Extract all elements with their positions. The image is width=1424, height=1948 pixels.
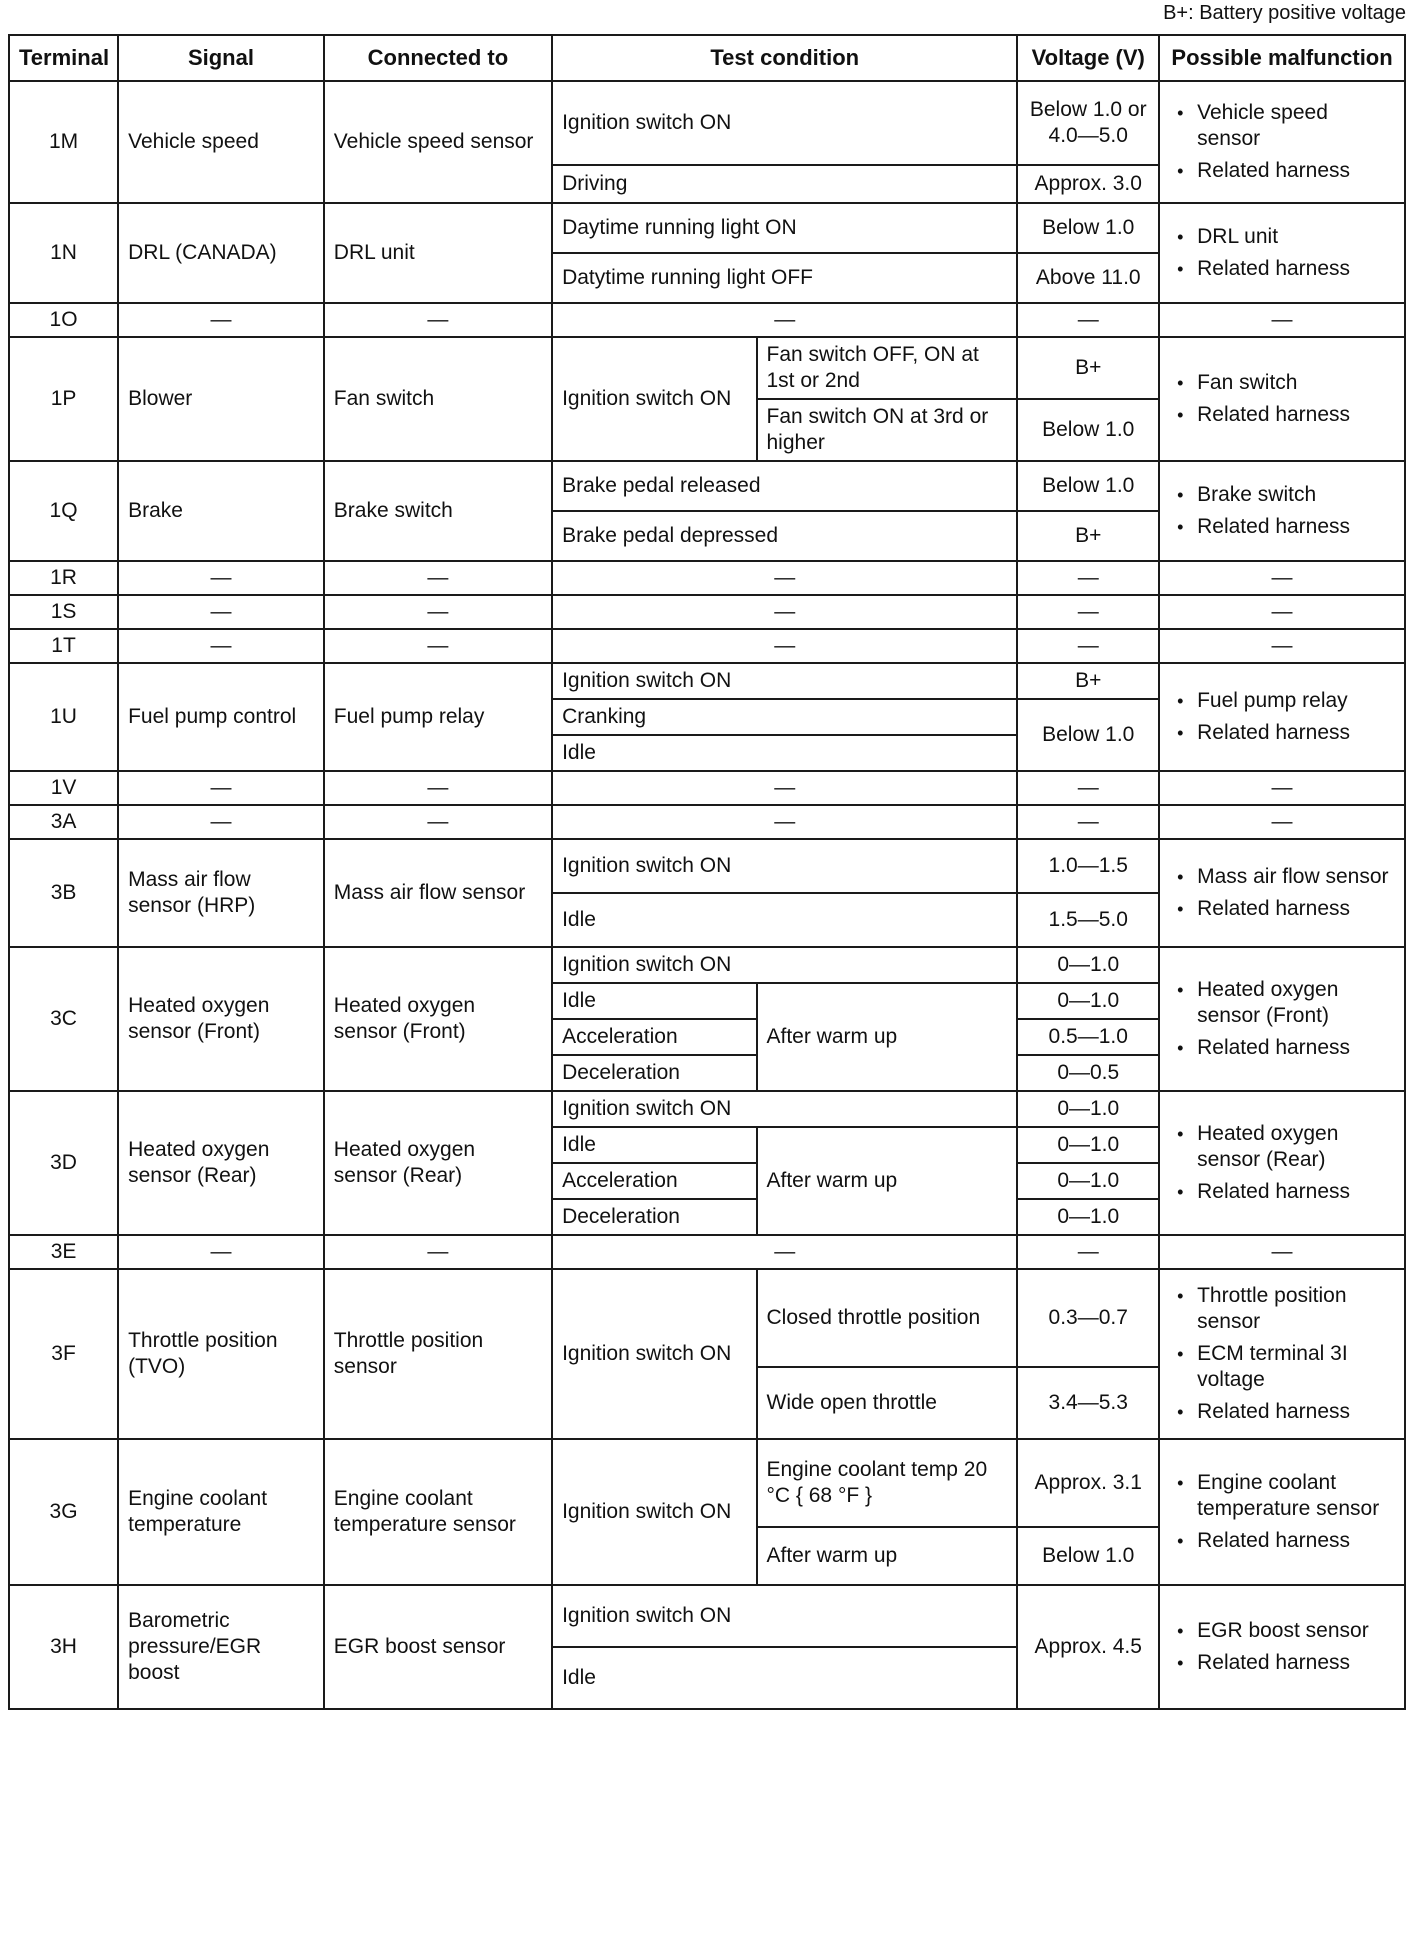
terminal-cell: 1M: [9, 81, 118, 203]
dash-cell: —: [118, 805, 324, 839]
sub-condition-cell: Wide open throttle: [757, 1367, 1018, 1439]
test-condition-cell: Ignition switch ON: [552, 663, 1017, 699]
dash-cell: —: [1159, 629, 1405, 663]
connected-to-cell: Fuel pump relay: [324, 663, 552, 771]
connected-to-cell: Heated oxygen sensor (Front): [324, 947, 552, 1091]
table-row: [9, 303, 1405, 337]
dash-cell: —: [552, 1235, 1017, 1269]
table-row: [9, 1585, 1405, 1647]
table-row: [9, 1235, 1405, 1269]
header-test-condition: Test condition: [552, 35, 1017, 81]
malfunction-item: • Related harness: [1169, 1179, 1395, 1205]
malfunction-item: • DRL unit: [1169, 224, 1395, 250]
dash-cell: —: [1017, 771, 1159, 805]
connected-to-cell: Mass air flow sensor: [324, 839, 552, 947]
malfunction-item: • Related harness: [1169, 158, 1395, 184]
voltage-cell: Above 11.0: [1017, 253, 1159, 303]
dash-cell: —: [118, 595, 324, 629]
table-row: [9, 461, 1405, 511]
malfunction-cell: [1159, 1439, 1405, 1585]
dash-cell: —: [1159, 595, 1405, 629]
dash-cell: —: [118, 303, 324, 337]
header-possible-malfunction: Possible malfunction: [1159, 35, 1405, 81]
sub-condition-cell: Engine coolant temp 20 °C { 68 °F }: [757, 1439, 1018, 1527]
dash-cell: —: [552, 805, 1017, 839]
signal-cell: DRL (CANADA): [118, 203, 324, 303]
connected-to-cell: EGR boost sensor: [324, 1585, 552, 1709]
signal-cell: Heated oxygen sensor (Front): [118, 947, 324, 1091]
test-condition-cell: Acceleration: [552, 1163, 756, 1199]
terminal-cell: 1T: [9, 629, 118, 663]
signal-cell: Throttle position (TVO): [118, 1269, 324, 1439]
terminal-cell: 1P: [9, 337, 118, 461]
malfunction-item: • Related harness: [1169, 720, 1395, 746]
table-row: [9, 629, 1405, 663]
malfunction-item: • Related harness: [1169, 1650, 1395, 1676]
table-row: [9, 663, 1405, 699]
table-row: [9, 1269, 1405, 1367]
malfunction-item: • EGR boost sensor: [1169, 1618, 1395, 1644]
table-row: [9, 805, 1405, 839]
terminal-cell: 1S: [9, 595, 118, 629]
test-condition-cell: Acceleration: [552, 1019, 756, 1055]
signal-cell: Heated oxygen sensor (Rear): [118, 1091, 324, 1235]
test-condition-cell: Ignition switch ON: [552, 1439, 756, 1585]
header-terminal: Terminal: [9, 35, 118, 81]
dash-cell: —: [552, 303, 1017, 337]
malfunction-cell: [1159, 461, 1405, 561]
malfunction-item: • Related harness: [1169, 256, 1395, 282]
malfunction-cell: [1159, 1091, 1405, 1235]
dash-cell: —: [324, 303, 552, 337]
voltage-cell: Approx. 3.0: [1017, 165, 1159, 203]
header-row: [9, 35, 1405, 81]
dash-cell: —: [552, 595, 1017, 629]
malfunction-cell: [1159, 839, 1405, 947]
voltage-cell: 3.4—5.3: [1017, 1367, 1159, 1439]
malfunction-cell: [1159, 203, 1405, 303]
voltage-cell: 0—1.0: [1017, 947, 1159, 983]
terminal-cell: 1Q: [9, 461, 118, 561]
voltage-cell: 1.5—5.0: [1017, 893, 1159, 947]
test-condition-cell: Daytime running light ON: [552, 203, 1017, 253]
dash-cell: —: [1017, 805, 1159, 839]
table-row: [9, 81, 1405, 165]
dash-cell: —: [1159, 805, 1405, 839]
voltage-cell: Approx. 3.1: [1017, 1439, 1159, 1527]
test-condition-cell: Brake pedal depressed: [552, 511, 1017, 561]
terminal-cell: 3H: [9, 1585, 118, 1709]
sub-condition-cell: After warm up: [757, 983, 1018, 1091]
sub-condition-cell: Fan switch ON at 3rd or higher: [757, 399, 1018, 461]
test-condition-cell: Datytime running light OFF: [552, 253, 1017, 303]
voltage-cell: 0—1.0: [1017, 983, 1159, 1019]
voltage-cell: B+: [1017, 663, 1159, 699]
sub-condition-cell: After warm up: [757, 1127, 1018, 1235]
dash-cell: —: [1017, 1235, 1159, 1269]
test-condition-cell: Idle: [552, 1647, 1017, 1709]
dash-cell: —: [118, 1235, 324, 1269]
terminal-cell: 3D: [9, 1091, 118, 1235]
dash-cell: —: [552, 561, 1017, 595]
malfunction-item: • ECM terminal 3I voltage: [1169, 1341, 1395, 1393]
sub-condition-cell: Fan switch OFF, ON at 1st or 2nd: [757, 337, 1018, 399]
table-row: [9, 947, 1405, 983]
header-connected-to: Connected to: [324, 35, 552, 81]
test-condition-cell: Ignition switch ON: [552, 81, 1017, 165]
voltage-cell: 0.5—1.0: [1017, 1019, 1159, 1055]
table-row: [9, 771, 1405, 805]
terminal-cell: 1O: [9, 303, 118, 337]
connected-to-cell: Heated oxygen sensor (Rear): [324, 1091, 552, 1235]
voltage-cell: 0—1.0: [1017, 1127, 1159, 1163]
malfunction-item: • Related harness: [1169, 1528, 1395, 1554]
table-row: [9, 839, 1405, 893]
voltage-cell: 0.3—0.7: [1017, 1269, 1159, 1367]
voltage-cell: 0—0.5: [1017, 1055, 1159, 1091]
test-condition-cell: Idle: [552, 735, 1017, 771]
malfunction-item: • Related harness: [1169, 402, 1395, 428]
connected-to-cell: Throttle position sensor: [324, 1269, 552, 1439]
dash-cell: —: [1159, 303, 1405, 337]
voltage-cell: Below 1.0: [1017, 699, 1159, 771]
terminal-cell: 3A: [9, 805, 118, 839]
dash-cell: —: [324, 595, 552, 629]
signal-cell: Engine coolant temperature: [118, 1439, 324, 1585]
dash-cell: —: [1159, 771, 1405, 805]
voltage-cell: B+: [1017, 511, 1159, 561]
voltage-cell: 1.0—1.5: [1017, 839, 1159, 893]
table-row: [9, 595, 1405, 629]
table-row: [9, 1091, 1405, 1127]
dash-cell: —: [1017, 561, 1159, 595]
test-condition-cell: Brake pedal released: [552, 461, 1017, 511]
dash-cell: —: [1017, 303, 1159, 337]
malfunction-item: • Related harness: [1169, 1399, 1395, 1425]
test-condition-cell: Deceleration: [552, 1199, 756, 1235]
terminal-cell: 3C: [9, 947, 118, 1091]
table-row: [9, 203, 1405, 253]
header-voltage: Voltage (V): [1017, 35, 1159, 81]
malfunction-cell: [1159, 663, 1405, 771]
terminal-cell: 1R: [9, 561, 118, 595]
test-condition-cell: Ignition switch ON: [552, 337, 756, 461]
dash-cell: —: [1159, 1235, 1405, 1269]
malfunction-item: • Related harness: [1169, 514, 1395, 540]
dash-cell: —: [1159, 561, 1405, 595]
test-condition-cell: Idle: [552, 983, 756, 1019]
dash-cell: —: [324, 805, 552, 839]
terminal-cell: 1U: [9, 663, 118, 771]
signal-cell: Brake: [118, 461, 324, 561]
test-condition-cell: Ignition switch ON: [552, 1585, 1017, 1647]
dash-cell: —: [324, 1235, 552, 1269]
dash-cell: —: [552, 629, 1017, 663]
malfunction-item: • Throttle position sensor: [1169, 1283, 1395, 1335]
terminal-cell: 1V: [9, 771, 118, 805]
table-row: [9, 337, 1405, 399]
voltage-cell: 0—1.0: [1017, 1163, 1159, 1199]
connected-to-cell: DRL unit: [324, 203, 552, 303]
dash-cell: —: [1017, 629, 1159, 663]
voltage-cell: Below 1.0: [1017, 461, 1159, 511]
signal-cell: Fuel pump control: [118, 663, 324, 771]
test-condition-cell: Cranking: [552, 699, 1017, 735]
connected-to-cell: Engine coolant temperature sensor: [324, 1439, 552, 1585]
dash-cell: —: [324, 771, 552, 805]
signal-cell: Blower: [118, 337, 324, 461]
signal-cell: Mass air flow sensor (HRP): [118, 839, 324, 947]
malfunction-item: • Fuel pump relay: [1169, 688, 1395, 714]
malfunction-cell: [1159, 1269, 1405, 1439]
sub-condition-cell: After warm up: [757, 1527, 1018, 1585]
terminal-cell: 3F: [9, 1269, 118, 1439]
dash-cell: —: [118, 771, 324, 805]
terminal-cell: 3B: [9, 839, 118, 947]
test-condition-cell: Ignition switch ON: [552, 1269, 756, 1439]
voltage-cell: Below 1.0 or 4.0—5.0: [1017, 81, 1159, 165]
malfunction-cell: [1159, 337, 1405, 461]
malfunction-item: • Related harness: [1169, 896, 1395, 922]
connected-to-cell: Fan switch: [324, 337, 552, 461]
terminal-cell: 1N: [9, 203, 118, 303]
test-condition-cell: Idle: [552, 1127, 756, 1163]
signal-cell: Vehicle speed: [118, 81, 324, 203]
voltage-cell: Below 1.0: [1017, 1527, 1159, 1585]
dash-cell: —: [324, 629, 552, 663]
battery-voltage-note: B+: Battery positive voltage: [1163, 2, 1406, 24]
dash-cell: —: [552, 771, 1017, 805]
dash-cell: —: [118, 561, 324, 595]
test-condition-cell: Ignition switch ON: [552, 947, 1017, 983]
malfunction-item: • Brake switch: [1169, 482, 1395, 508]
table-row: [9, 1439, 1405, 1527]
voltage-cell: 0—1.0: [1017, 1091, 1159, 1127]
voltage-cell: Approx. 4.5: [1017, 1585, 1159, 1709]
test-condition-cell: Idle: [552, 893, 1017, 947]
malfunction-item: • Mass air flow sensor: [1169, 864, 1395, 890]
malfunction-cell: [1159, 1585, 1405, 1709]
malfunction-item: • Engine coolant temperature sensor: [1169, 1470, 1395, 1522]
signal-cell: Barometric pressure/EGR boost: [118, 1585, 324, 1709]
dash-cell: —: [118, 629, 324, 663]
test-condition-cell: Deceleration: [552, 1055, 756, 1091]
terminal-cell: 3E: [9, 1235, 118, 1269]
malfunction-cell: [1159, 81, 1405, 203]
test-condition-cell: Ignition switch ON: [552, 1091, 1017, 1127]
malfunction-item: • Heated oxygen sensor (Rear): [1169, 1121, 1395, 1173]
terminal-cell: 3G: [9, 1439, 118, 1585]
header-signal: Signal: [118, 35, 324, 81]
voltage-cell: B+: [1017, 337, 1159, 399]
voltage-cell: Below 1.0: [1017, 399, 1159, 461]
test-condition-cell: Driving: [552, 165, 1017, 203]
malfunction-item: • Vehicle speed sensor: [1169, 100, 1395, 152]
malfunction-item: • Related harness: [1169, 1035, 1395, 1061]
malfunction-item: • Heated oxygen sensor (Front): [1169, 977, 1395, 1029]
test-condition-cell: Ignition switch ON: [552, 839, 1017, 893]
ecm-terminal-voltage-table: [8, 34, 1406, 1710]
voltage-cell: Below 1.0: [1017, 203, 1159, 253]
dash-cell: —: [324, 561, 552, 595]
malfunction-item: • Fan switch: [1169, 370, 1395, 396]
connected-to-cell: Brake switch: [324, 461, 552, 561]
table-row: [9, 561, 1405, 595]
malfunction-cell: [1159, 947, 1405, 1091]
voltage-cell: 0—1.0: [1017, 1199, 1159, 1235]
connected-to-cell: Vehicle speed sensor: [324, 81, 552, 203]
dash-cell: —: [1017, 595, 1159, 629]
sub-condition-cell: Closed throttle position: [757, 1269, 1018, 1367]
